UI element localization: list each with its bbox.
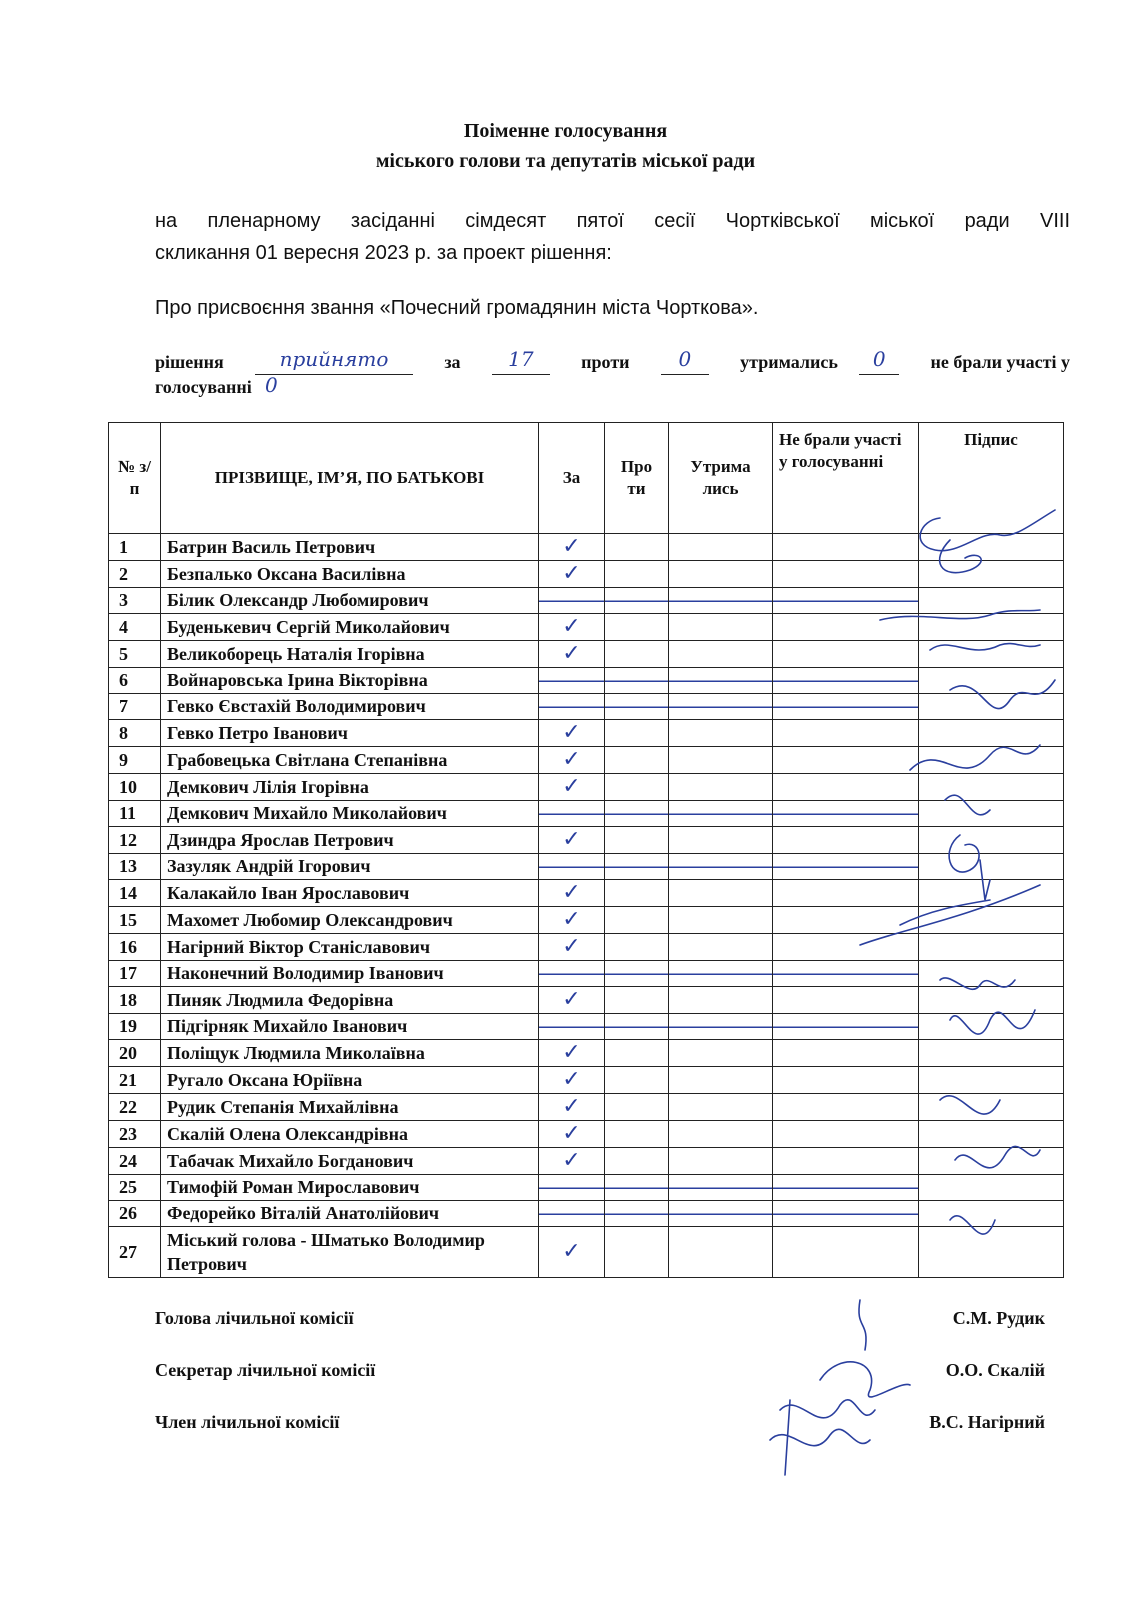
row-number: 8: [109, 720, 161, 747]
row-not-participated: [773, 801, 919, 827]
check-mark-icon: ✓: [562, 880, 581, 905]
table-row: [109, 614, 1064, 641]
row-name: Войнаровська Ірина Вікторівна: [161, 668, 539, 694]
row-against-vote: [605, 987, 669, 1014]
member-line: [155, 1412, 1045, 1433]
row-abstain-vote: [669, 720, 773, 747]
row-not-participated: [773, 614, 919, 641]
row-for-vote: [539, 801, 605, 827]
row-number: 17: [109, 961, 161, 987]
row-not-participated: [773, 1201, 919, 1227]
row-number: 10: [109, 774, 161, 801]
table-row: [109, 880, 1064, 907]
row-number: 14: [109, 880, 161, 907]
row-name: Наконечний Володимир Іванович: [161, 961, 539, 987]
row-number: 1: [109, 534, 161, 561]
row-signature: [919, 907, 1064, 934]
not-participated-blank: [256, 373, 286, 400]
row-against-vote: [605, 668, 669, 694]
intro-word: міської: [869, 210, 935, 232]
row-abstain-vote: [669, 774, 773, 801]
row-not-participated: [773, 1040, 919, 1067]
for-label: за: [444, 352, 461, 372]
row-not-participated: [773, 934, 919, 961]
row-not-participated: [773, 774, 919, 801]
member-name: В.С. Нагірний: [929, 1412, 1045, 1432]
row-against-vote: [605, 747, 669, 774]
row-abstain-vote: [669, 854, 773, 880]
check-mark-icon: ✓: [562, 747, 581, 772]
check-mark-icon: ✓: [562, 1148, 581, 1173]
check-mark-icon: ✓: [562, 1067, 581, 1092]
row-against-vote: [605, 961, 669, 987]
check-mark-icon: ✓: [562, 641, 581, 666]
row-signature: [919, 668, 1064, 694]
row-number: 5: [109, 641, 161, 668]
row-abstain-vote: [669, 1175, 773, 1201]
row-abstain-vote: [669, 561, 773, 588]
row-name: Зазуляк Андрій Ігорович: [161, 854, 539, 880]
table-body: [109, 534, 1064, 1278]
row-signature: [919, 1227, 1064, 1278]
row-name: Табачак Михайло Богданович: [161, 1148, 539, 1175]
row-abstain-vote: [669, 907, 773, 934]
row-name: Дзиндра Ярослав Петрович: [161, 827, 539, 854]
row-abstain-vote: [669, 961, 773, 987]
row-abstain-vote: [669, 827, 773, 854]
row-against-vote: [605, 1121, 669, 1148]
table-row: [109, 561, 1064, 588]
abstained-blank: [859, 347, 899, 375]
row-signature: [919, 961, 1064, 987]
row-signature: [919, 934, 1064, 961]
for-blank: [492, 347, 550, 375]
row-for-vote: [539, 561, 605, 588]
header-name: ПРІЗВИЩЕ, ІМ’Я, ПО БАТЬКОВІ: [161, 423, 539, 534]
row-not-participated: [773, 534, 919, 561]
row-for-vote: [539, 641, 605, 668]
row-against-vote: [605, 534, 669, 561]
intro-word: пленарному: [207, 210, 321, 232]
row-for-vote: [539, 1014, 605, 1040]
row-against-vote: [605, 1148, 669, 1175]
intro-paragraph: [155, 205, 1070, 269]
row-abstain-vote: [669, 641, 773, 668]
row-for-vote: [539, 774, 605, 801]
decision-summary: [155, 347, 1070, 400]
row-against-vote: [605, 561, 669, 588]
intro-word: ради: [964, 210, 1010, 232]
row-signature: [919, 614, 1064, 641]
table-row: [109, 1067, 1064, 1094]
check-mark-icon: ✓: [562, 1239, 581, 1264]
row-signature: [919, 1175, 1064, 1201]
chair-label: Голова лічильної комісії: [155, 1308, 354, 1328]
row-name: Гевко Петро Іванович: [161, 720, 539, 747]
row-abstain-vote: [669, 1094, 773, 1121]
header-for: За: [539, 423, 605, 534]
row-against-vote: [605, 774, 669, 801]
row-against-vote: [605, 720, 669, 747]
document-title: Поіменне голосування: [463, 120, 668, 142]
row-number: 24: [109, 1148, 161, 1175]
row-not-participated: [773, 854, 919, 880]
table-row: [109, 1094, 1064, 1121]
row-against-vote: [605, 1014, 669, 1040]
row-not-participated: [773, 747, 919, 774]
abstained-label: утримались: [740, 352, 838, 372]
table-row: [109, 934, 1064, 961]
check-mark-icon: ✓: [562, 907, 581, 932]
table-row: [109, 720, 1064, 747]
row-signature: [919, 747, 1064, 774]
row-name: Міський голова - Шматько Володимир Петрович: [161, 1227, 539, 1278]
table-row: [109, 694, 1064, 720]
table-header-row: [109, 423, 1064, 534]
row-abstain-vote: [669, 1067, 773, 1094]
row-number: 19: [109, 1014, 161, 1040]
row-abstain-vote: [669, 1121, 773, 1148]
row-number: 27: [109, 1227, 161, 1278]
row-name: Скалій Олена Олександрівна: [161, 1121, 539, 1148]
row-for-vote: [539, 1094, 605, 1121]
row-for-vote: [539, 1201, 605, 1227]
handwritten-decision: прийнято: [279, 347, 389, 371]
row-for-vote: [539, 694, 605, 720]
row-against-vote: [605, 1094, 669, 1121]
row-name: Федорейко Віталій Анатолійович: [161, 1201, 539, 1227]
row-name: Гевко Євстахій Володимирович: [161, 694, 539, 720]
row-not-participated: [773, 827, 919, 854]
row-name: Махомет Любомир Олександрович: [161, 907, 539, 934]
row-for-vote: [539, 1148, 605, 1175]
row-name: Калакайло Іван Ярославович: [161, 880, 539, 907]
row-abstain-vote: [669, 1148, 773, 1175]
row-for-vote: [539, 534, 605, 561]
row-abstain-vote: [669, 1040, 773, 1067]
row-signature: [919, 987, 1064, 1014]
decision-blank: [255, 347, 413, 375]
row-for-vote: [539, 614, 605, 641]
row-for-vote: [539, 588, 605, 614]
row-signature: [919, 774, 1064, 801]
row-for-vote: [539, 1227, 605, 1278]
row-against-vote: [605, 801, 669, 827]
row-not-participated: [773, 1094, 919, 1121]
row-signature: [919, 880, 1064, 907]
row-number: 21: [109, 1067, 161, 1094]
row-abstain-vote: [669, 614, 773, 641]
row-for-vote: [539, 854, 605, 880]
intro-word: VIII: [1039, 210, 1070, 232]
row-number: 22: [109, 1094, 161, 1121]
row-against-vote: [605, 1227, 669, 1278]
document-subtitle: міського голови та депутатів міської ради: [375, 150, 756, 172]
table-row: [109, 668, 1064, 694]
intro-line-2: скликання 01 вересня 2023 р. за проект рішення:: [155, 242, 612, 264]
row-not-participated: [773, 561, 919, 588]
row-signature: [919, 854, 1064, 880]
check-mark-icon: ✓: [562, 987, 581, 1012]
row-number: 3: [109, 588, 161, 614]
row-against-vote: [605, 827, 669, 854]
row-name: Буденькевич Сергій Миколайович: [161, 614, 539, 641]
row-signature: [919, 720, 1064, 747]
row-not-participated: [773, 880, 919, 907]
row-against-vote: [605, 1067, 669, 1094]
table-row: [109, 1014, 1064, 1040]
row-abstain-vote: [669, 801, 773, 827]
row-signature: [919, 801, 1064, 827]
row-for-vote: [539, 668, 605, 694]
row-for-vote: [539, 961, 605, 987]
row-abstain-vote: [669, 1014, 773, 1040]
row-abstain-vote: [669, 588, 773, 614]
voting-label: голосуванні: [155, 377, 252, 397]
row-for-vote: [539, 1067, 605, 1094]
table-row: [109, 534, 1064, 561]
against-blank: [661, 347, 709, 375]
check-mark-icon: ✓: [562, 614, 581, 639]
row-name: Пиняк Людмила Федорівна: [161, 987, 539, 1014]
row-number: 12: [109, 827, 161, 854]
table-row: [109, 747, 1064, 774]
row-signature: [919, 641, 1064, 668]
row-abstain-vote: [669, 747, 773, 774]
row-not-participated: [773, 1067, 919, 1094]
row-name: Демкович Михайло Миколайович: [161, 801, 539, 827]
handwritten-for-count: 17: [508, 347, 534, 371]
row-for-vote: [539, 1121, 605, 1148]
chair-line: [155, 1308, 1045, 1329]
row-number: 16: [109, 934, 161, 961]
row-against-vote: [605, 588, 669, 614]
row-not-participated: [773, 987, 919, 1014]
row-abstain-vote: [669, 934, 773, 961]
row-number: 7: [109, 694, 161, 720]
table-row: [109, 1040, 1064, 1067]
table-row: [109, 854, 1064, 880]
secretary-name: О.О. Скалій: [945, 1360, 1045, 1380]
table-row: [109, 1175, 1064, 1201]
check-mark-icon: ✓: [562, 534, 581, 559]
header-signature: Підпис: [919, 423, 1064, 534]
row-name: Грабовецька Світлана Степанівна: [161, 747, 539, 774]
check-mark-icon: ✓: [562, 934, 581, 959]
row-abstain-vote: [669, 668, 773, 694]
row-against-vote: [605, 1175, 669, 1201]
handwritten-not-participated-count: 0: [264, 373, 278, 397]
check-mark-icon: ✓: [562, 774, 581, 799]
row-signature: [919, 694, 1064, 720]
check-mark-icon: ✓: [562, 720, 581, 745]
row-abstain-vote: [669, 987, 773, 1014]
row-number: 13: [109, 854, 161, 880]
table-row: [109, 827, 1064, 854]
table-row: [109, 801, 1064, 827]
check-mark-icon: ✓: [562, 1040, 581, 1065]
row-signature: [919, 588, 1064, 614]
row-name: Білик Олександр Любомирович: [161, 588, 539, 614]
row-against-vote: [605, 907, 669, 934]
row-not-participated: [773, 641, 919, 668]
row-not-participated: [773, 588, 919, 614]
secretary-line: [155, 1360, 1045, 1381]
row-abstain-vote: [669, 1227, 773, 1278]
row-abstain-vote: [669, 534, 773, 561]
row-name: Батрин Василь Петрович: [161, 534, 539, 561]
row-number: 25: [109, 1175, 161, 1201]
row-for-vote: [539, 880, 605, 907]
row-for-vote: [539, 907, 605, 934]
check-mark-icon: ✓: [562, 1121, 581, 1146]
chair-name: С.М. Рудик: [952, 1308, 1045, 1328]
row-number: 6: [109, 668, 161, 694]
row-signature: [919, 1094, 1064, 1121]
secretary-label: Секретар лічильної комісії: [155, 1360, 376, 1380]
row-against-vote: [605, 694, 669, 720]
row-name: Рудик Степанія Михайлівна: [161, 1094, 539, 1121]
row-name: Нагірний Віктор Станіславович: [161, 934, 539, 961]
row-for-vote: [539, 827, 605, 854]
row-against-vote: [605, 641, 669, 668]
member-label: Член лічильної комісії: [155, 1412, 340, 1432]
row-against-vote: [605, 880, 669, 907]
decision-subject: Про присвоєння звання «Почесний громадянин міста Чорткова».: [155, 297, 759, 319]
row-number: 2: [109, 561, 161, 588]
row-number: 9: [109, 747, 161, 774]
row-not-participated: [773, 720, 919, 747]
row-against-vote: [605, 934, 669, 961]
intro-word: засіданні: [350, 210, 435, 232]
row-against-vote: [605, 854, 669, 880]
table-row: [109, 1148, 1064, 1175]
row-signature: [919, 561, 1064, 588]
row-signature: [919, 1121, 1064, 1148]
table-row: [109, 961, 1064, 987]
row-for-vote: [539, 747, 605, 774]
table-row: [109, 774, 1064, 801]
intro-word: сімдесят: [465, 210, 547, 232]
table-row: [109, 1227, 1064, 1278]
intro-word: на: [155, 210, 178, 232]
row-against-vote: [605, 1201, 669, 1227]
row-not-participated: [773, 1175, 919, 1201]
row-number: 11: [109, 801, 161, 827]
voting-table: [108, 422, 1064, 1278]
row-number: 15: [109, 907, 161, 934]
intro-line-1: [155, 205, 1070, 237]
not-participated-label: не брали участі у: [930, 352, 1070, 372]
row-signature: [919, 827, 1064, 854]
row-not-participated: [773, 907, 919, 934]
row-against-vote: [605, 1040, 669, 1067]
row-abstain-vote: [669, 1201, 773, 1227]
intro-word: Чортківської: [725, 210, 840, 232]
row-signature: [919, 1067, 1064, 1094]
table-row: [109, 987, 1064, 1014]
row-not-participated: [773, 1148, 919, 1175]
row-name: Ругало Оксана Юріївна: [161, 1067, 539, 1094]
row-for-vote: [539, 934, 605, 961]
row-name: Демкович Лілія Ігорівна: [161, 774, 539, 801]
row-signature: [919, 1040, 1064, 1067]
row-for-vote: [539, 720, 605, 747]
against-label: проти: [581, 352, 630, 372]
header-against: Про ти: [605, 423, 669, 534]
handwritten-against-count: 0: [678, 347, 692, 371]
row-not-participated: [773, 1121, 919, 1148]
row-name: Великоборець Наталія Ігорівна: [161, 641, 539, 668]
row-name: Безпалько Оксана Василівна: [161, 561, 539, 588]
row-not-participated: [773, 1014, 919, 1040]
table-row: [109, 1201, 1064, 1227]
row-number: 20: [109, 1040, 161, 1067]
handwritten-abstained-count: 0: [872, 347, 886, 371]
decision-label: рішення: [155, 352, 224, 372]
row-not-participated: [773, 961, 919, 987]
row-signature: [919, 534, 1064, 561]
row-for-vote: [539, 987, 605, 1014]
intro-word: пятої: [576, 210, 624, 232]
table-row: [109, 1121, 1064, 1148]
check-mark-icon: ✓: [562, 561, 581, 586]
row-not-participated: [773, 694, 919, 720]
row-signature: [919, 1014, 1064, 1040]
row-number: 23: [109, 1121, 161, 1148]
row-signature: [919, 1148, 1064, 1175]
table-row: [109, 588, 1064, 614]
row-signature: [919, 1201, 1064, 1227]
table-row: [109, 907, 1064, 934]
row-for-vote: [539, 1040, 605, 1067]
intro-word: сесії: [654, 210, 696, 232]
row-number: 26: [109, 1201, 161, 1227]
row-not-participated: [773, 1227, 919, 1278]
header-not-participated: Не брали участі у голосуванні: [773, 423, 919, 534]
row-name: Поліщук Людмила Миколаївна: [161, 1040, 539, 1067]
row-not-participated: [773, 668, 919, 694]
row-number: 18: [109, 987, 161, 1014]
row-against-vote: [605, 614, 669, 641]
check-mark-icon: ✓: [562, 827, 581, 852]
header-abstain: Утрима лись: [669, 423, 773, 534]
row-abstain-vote: [669, 880, 773, 907]
row-number: 4: [109, 614, 161, 641]
row-for-vote: [539, 1175, 605, 1201]
row-name: Підгірняк Михайло Іванович: [161, 1014, 539, 1040]
check-mark-icon: ✓: [562, 1094, 581, 1119]
row-abstain-vote: [669, 694, 773, 720]
row-name: Тимофій Роман Мирославович: [161, 1175, 539, 1201]
header-num: № з/п: [109, 423, 161, 534]
table-row: [109, 641, 1064, 668]
